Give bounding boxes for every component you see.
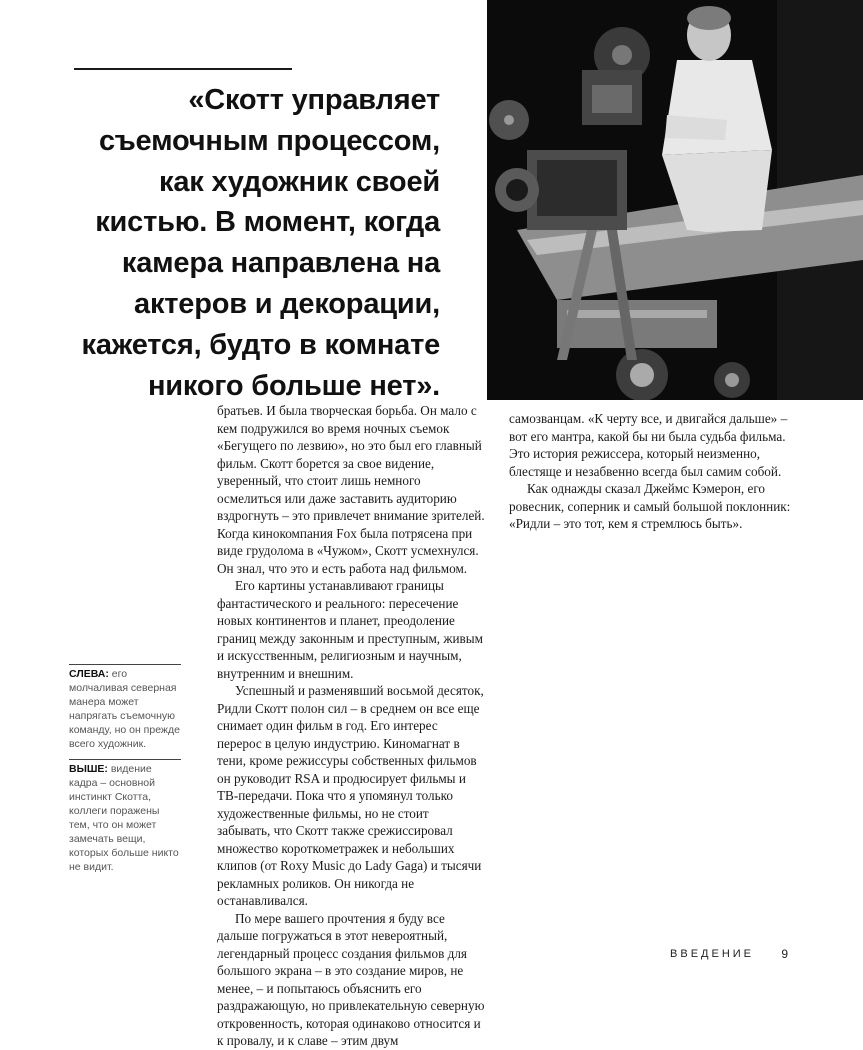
photo-captions [69,664,181,883]
footer-section-title: ВВЕДЕНИЕ [670,948,754,960]
pull-quote-line: съемочным процессом, [99,124,440,157]
page-number: 9 [781,947,788,961]
caption-label: ВЫШЕ: [69,763,108,776]
pull-quote-line: кистью. В момент, когда [95,206,440,239]
body-paragraph: По мере вашего прочтения я буду все дальше погружаться в этот невероятный, легендарный процесс создания фильмов для большого экрана – в это создание миров, не менее, – и попытаюсь объяснить его раздражающую, но привлекательную северную откровенность, которая одинаково относится и к провалу, и к славе – этим двум [217,910,485,1048]
pull-quote [40,80,440,406]
pull-quote-line: актеров и декорации, [134,287,440,320]
caption-divider [69,664,181,665]
caption-text: видение кадра – основной инстинкт Скотта, коллеги поражены тем, что он может замечать вещи, которых больше никто не видит. [69,763,179,873]
body-column-2 [509,410,799,533]
page-footer [600,948,800,964]
body-paragraph: Как однажды сказал Джеймс Кэмерон, его ровесник, соперник и самый большой поклонник: «Ридли – это тот, кем я стремлюсь быть». [509,481,791,531]
caption-text: его молчаливая северная манера может напрягать съемочную команду, но он прежде всего художник. [69,668,180,750]
top-rule [74,68,292,70]
pull-quote-line: кажется, будто в комнате [81,328,440,361]
body-paragraph: Его картины устанавливают границы фантастического и реального: пересечение новых континентов и планет, преодоление границ между законным и преступным, живым и искусственным, религиозным и научным, внутренним и внешним. [217,578,483,681]
caption-left [69,668,181,751]
caption-above [69,763,181,874]
pull-quote-line: «Скотт управляет [188,84,440,116]
body-paragraph: Успешный и разменявший восьмой десяток, Ридли Скотт полон сил – в среднем он все еще снимает один фильм в год. Его интерес перерос в целую индустрию. Киномагнат в тени, кроме режиссуры собственных фильмов он руководит RSA и продюсирует фильмы и ТВ-передачи. Пока что я упомянул только художественные фильмы, но не стоит забывать, что Скотт также срежиссировал множество короткометражек и небольших клипов (от Roxy Music до Lady Gaga) и тысячи рекламных роликов. Он никогда не останавливался. [217,683,484,908]
body-paragraph: братьев. И была творческая борьба. Он мало с кем подружился во время ночных съемок «Бегущего по лезвию», но это был его главный фильм. Скотт борется за свое видение, уверенный, что стоит лишь немного осмелиться или даже заставить аудиторию вздрогнуть – это привлечет внимание зрителей. Когда кинокомпания Fox была потрясена при виде грудолома в «Чужом», Скотт усмехнулся. Он знал, что это и есть работа над фильмом. [217,403,485,576]
body-column-1 [217,402,485,1050]
photo-illustration [487,0,863,400]
body-paragraph: самозванцам. «К черту все, и двигайся дальше» – вот его мантра, какой бы ни была судьба фильма. Это история режиссера, который неизменно, блестяще и незабвенно всегда был самим собой. [509,411,788,479]
pull-quote-line: никого больше нет». [147,369,440,402]
photo-director-camera [487,0,863,400]
caption-divider [69,759,181,760]
caption-label: СЛЕВА: [69,668,109,680]
pull-quote-line: камера направлена на [121,247,440,280]
pull-quote-line: как художник своей [159,165,440,198]
